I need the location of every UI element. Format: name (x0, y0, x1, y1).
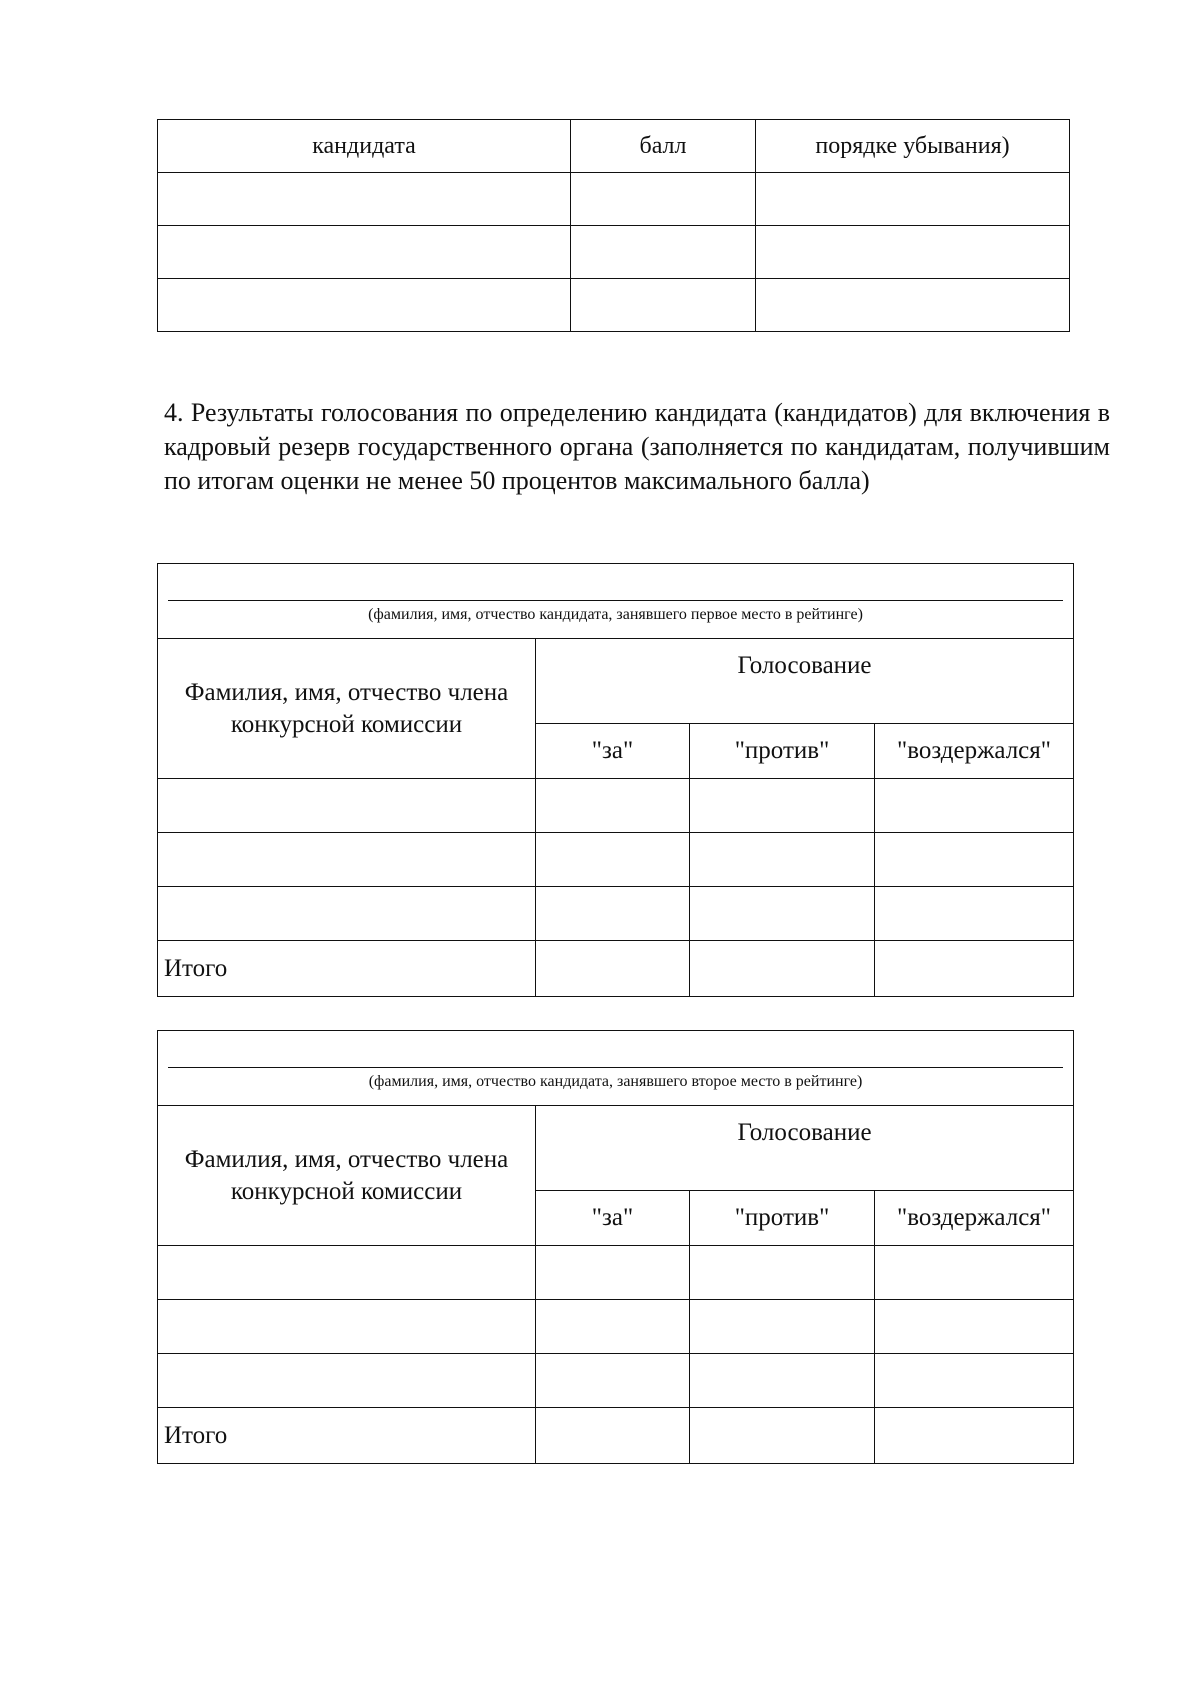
rating-cell[interactable] (756, 279, 1070, 332)
vote-cell[interactable] (875, 833, 1074, 887)
vote-cell[interactable] (536, 1300, 690, 1354)
vote-header-row (158, 1106, 1074, 1191)
rating-cell[interactable] (158, 279, 571, 332)
vote-cell[interactable] (536, 833, 690, 887)
vote-cell[interactable] (875, 1354, 1074, 1408)
member-cell[interactable] (158, 887, 536, 941)
voting-header-label: Голосование (737, 1119, 872, 1146)
rating-cell[interactable] (756, 173, 1070, 226)
rating-cell[interactable] (158, 173, 571, 226)
voting-table-first-place (157, 563, 1074, 997)
total-label: Итого (158, 941, 536, 997)
total-cell[interactable] (536, 941, 690, 997)
vote-cell[interactable] (536, 1246, 690, 1300)
option-for: "за" (536, 1191, 690, 1246)
rating-cell[interactable] (571, 173, 756, 226)
option-against: "против" (690, 724, 875, 779)
rating-cell[interactable] (571, 279, 756, 332)
candidate-caption: (фамилия, имя, отчество кандидата, занявшего первое место в рейтинге) (368, 606, 863, 623)
rating-cell[interactable] (756, 226, 1070, 279)
voting-header-label: Голосование (737, 652, 872, 679)
vote-cell[interactable] (875, 887, 1074, 941)
candidate-name-cell[interactable] (158, 1031, 1074, 1106)
total-cell[interactable] (690, 1408, 875, 1464)
vote-cell[interactable] (690, 1354, 875, 1408)
candidate-name-line (168, 600, 1063, 601)
table-row (158, 833, 1074, 887)
rating-table (157, 119, 1070, 332)
member-header: Фамилия, имя, отчество члена конкурсной комиссии (158, 639, 536, 779)
option-against: "против" (690, 1191, 875, 1246)
table-row (158, 1300, 1074, 1354)
member-header: Фамилия, имя, отчество члена конкурсной комиссии (158, 1106, 536, 1246)
total-cell[interactable] (875, 1408, 1074, 1464)
candidate-name-cell[interactable] (158, 564, 1074, 639)
total-cell[interactable] (536, 1408, 690, 1464)
candidate-name-row (158, 564, 1074, 639)
table-row (158, 173, 1070, 226)
option-abstain: "воздержался" (875, 1191, 1074, 1246)
total-cell[interactable] (690, 941, 875, 997)
vote-cell[interactable] (875, 1246, 1074, 1300)
rating-cell[interactable] (571, 226, 756, 279)
vote-header-row (158, 639, 1074, 724)
voting-header (536, 639, 1074, 724)
rating-header-row (158, 120, 1070, 173)
vote-cell[interactable] (875, 1300, 1074, 1354)
member-cell[interactable] (158, 1246, 536, 1300)
total-row (158, 941, 1074, 997)
vote-cell[interactable] (875, 779, 1074, 833)
rating-cell[interactable] (158, 226, 571, 279)
candidate-name-row (158, 1031, 1074, 1106)
voting-header (536, 1106, 1074, 1191)
option-abstain: "воздержался" (875, 724, 1074, 779)
candidate-caption: (фамилия, имя, отчество кандидата, занявшего второе место в рейтинге) (368, 1073, 863, 1090)
option-for: "за" (536, 724, 690, 779)
member-cell[interactable] (158, 779, 536, 833)
vote-cell[interactable] (690, 1300, 875, 1354)
member-cell[interactable] (158, 1300, 536, 1354)
section-4-paragraph: 4. Результаты голосования по определению кандидата (кандидатов) для включения в кадровый резерв государственного органа (заполняется по кандидатам, получившим по итогам оценки не менее 50 процентов максимального балла) (164, 398, 1110, 495)
rating-header-candidate: кандидата (158, 120, 571, 173)
member-cell[interactable] (158, 1354, 536, 1408)
total-row (158, 1408, 1074, 1464)
vote-cell[interactable] (690, 833, 875, 887)
total-cell[interactable] (875, 941, 1074, 997)
vote-cell[interactable] (690, 779, 875, 833)
vote-cell[interactable] (690, 887, 875, 941)
table-row (158, 887, 1074, 941)
voting-table-second-place (157, 1030, 1074, 1464)
table-row (158, 1246, 1074, 1300)
vote-cell[interactable] (536, 779, 690, 833)
member-cell[interactable] (158, 833, 536, 887)
rating-header-order: порядке убывания) (756, 120, 1070, 173)
rating-header-score: балл (571, 120, 756, 173)
candidate-name-line (168, 1067, 1063, 1068)
total-label: Итого (158, 1408, 536, 1464)
table-row (158, 226, 1070, 279)
table-row (158, 279, 1070, 332)
vote-cell[interactable] (536, 887, 690, 941)
table-row (158, 779, 1074, 833)
vote-cell[interactable] (536, 1354, 690, 1408)
table-row (158, 1354, 1074, 1408)
vote-cell[interactable] (690, 1246, 875, 1300)
